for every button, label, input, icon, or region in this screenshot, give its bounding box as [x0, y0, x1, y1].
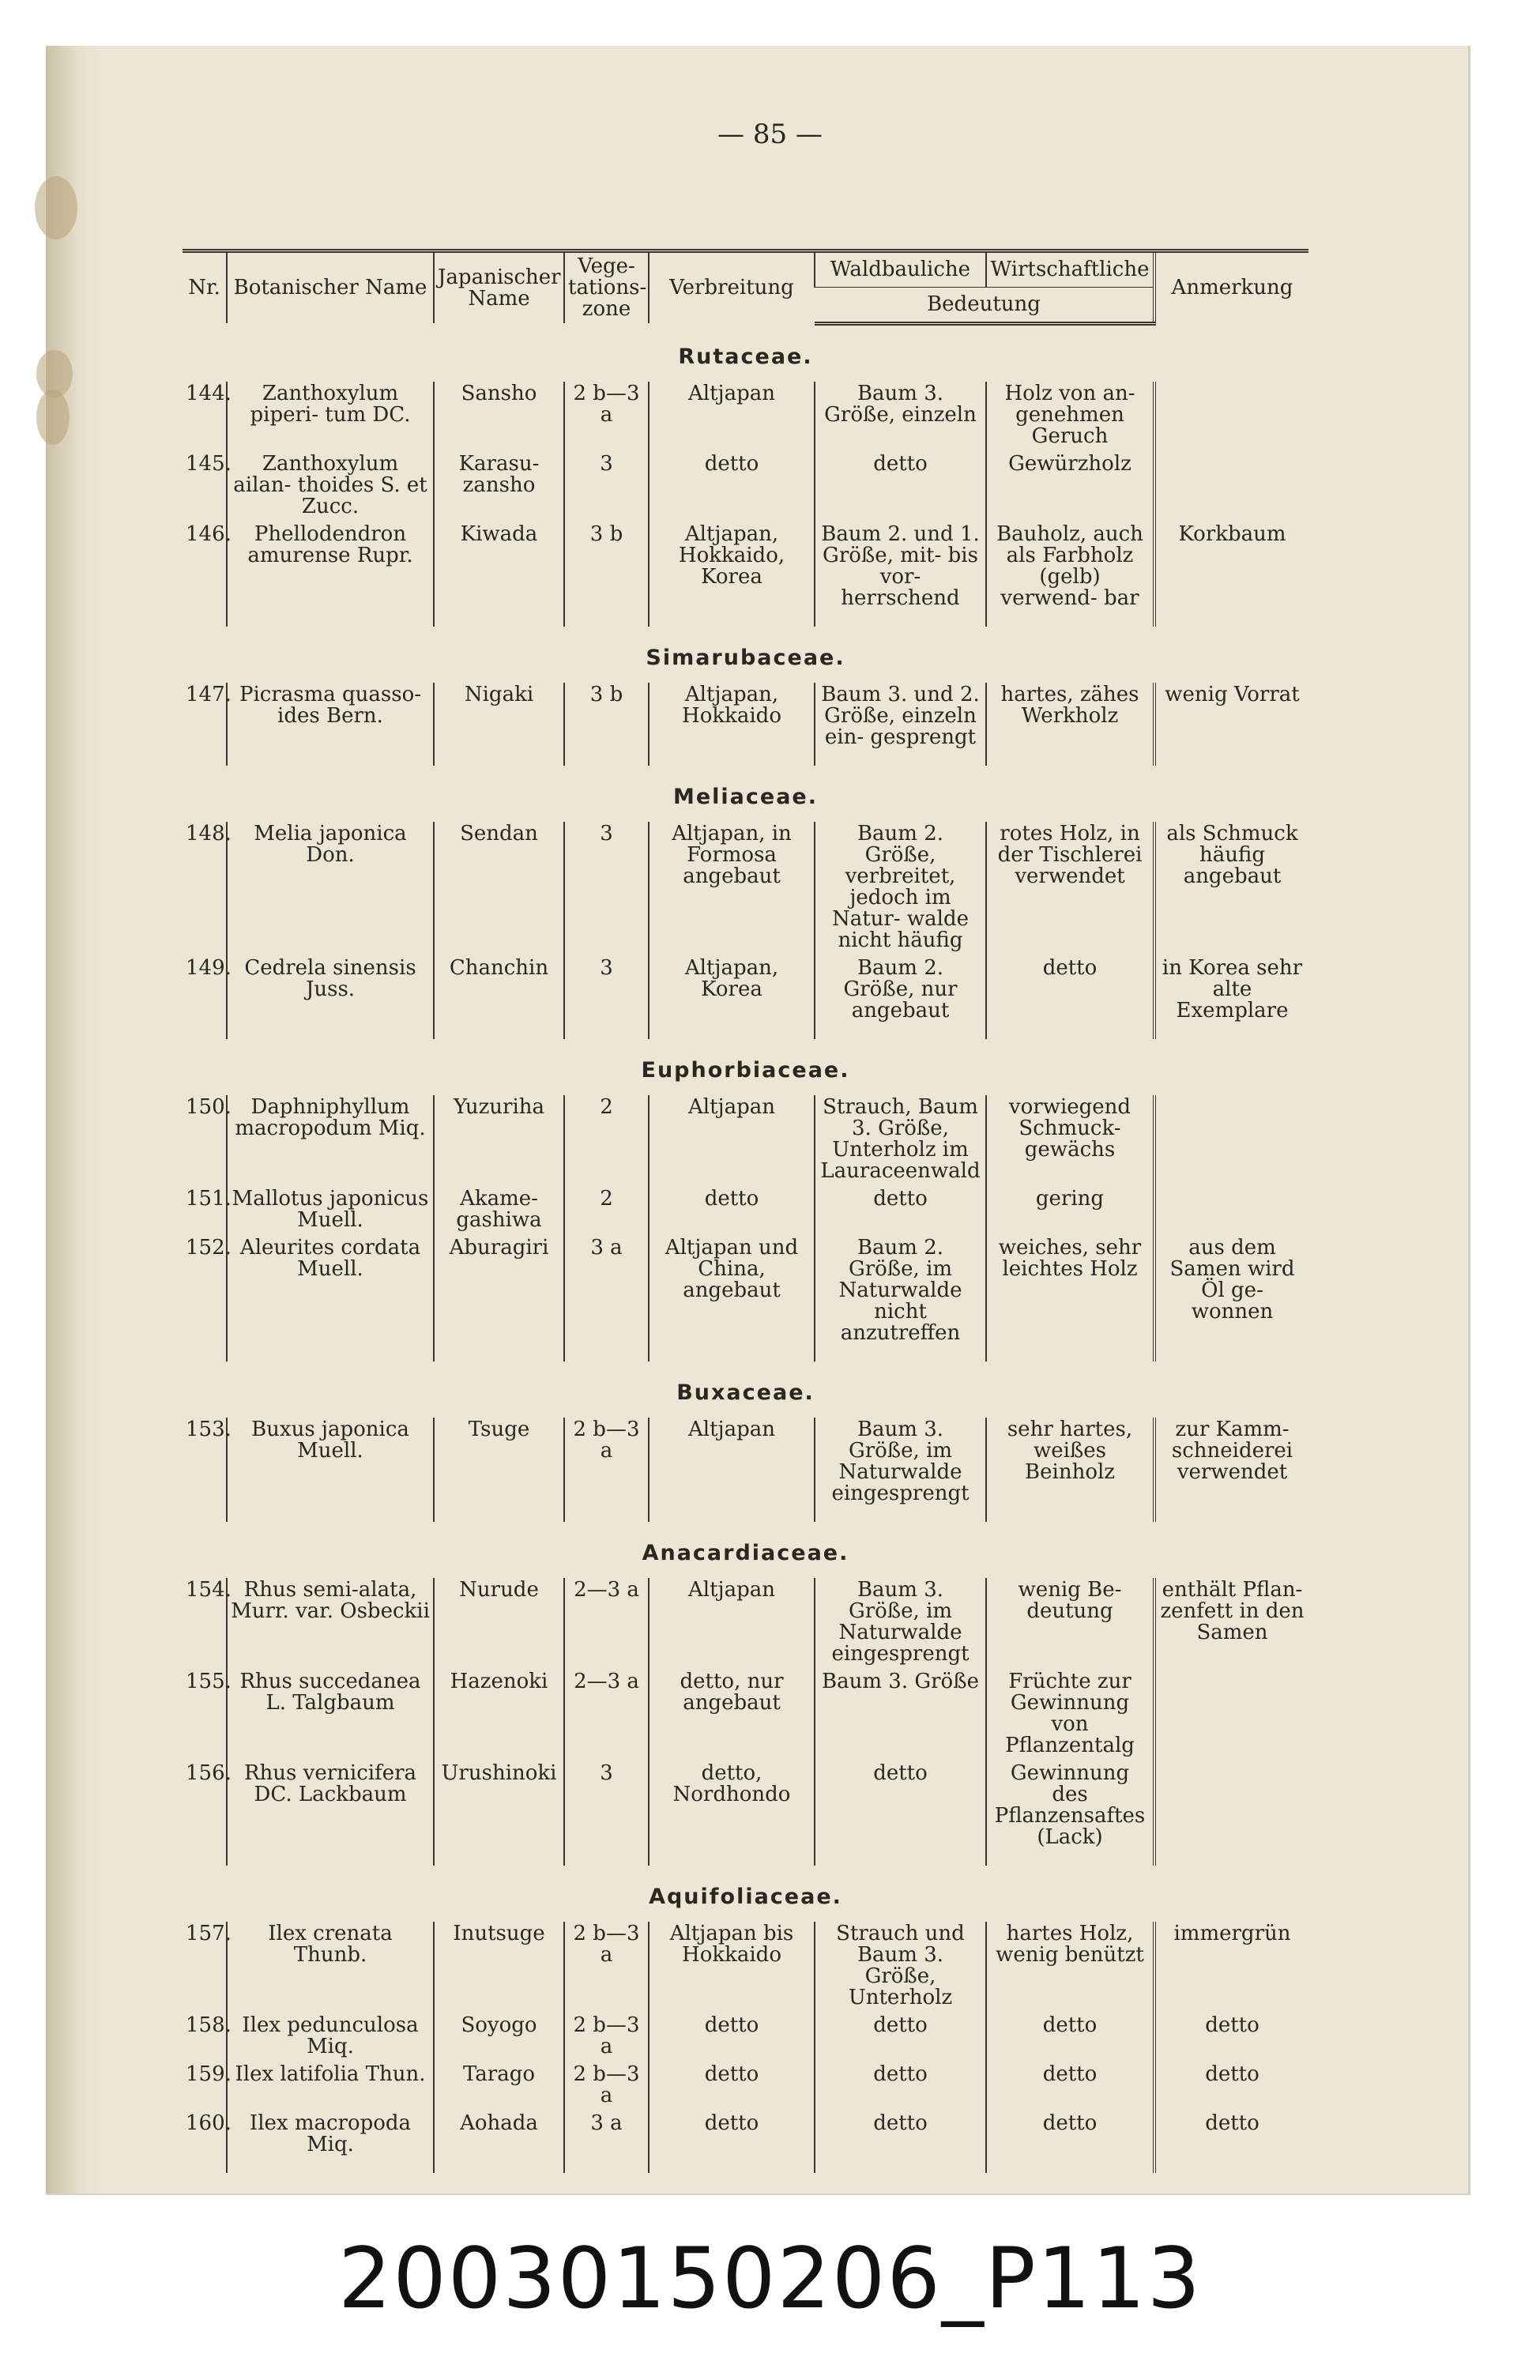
cell-economic: hartes Holz, wenig benützt	[986, 1922, 1154, 2013]
family-heading-row	[183, 627, 1308, 683]
cell-silvicultural: Baum 2. Größe, verbreitet, jedoch im Natur- walde nicht häufig	[815, 822, 986, 956]
cell-botanical-name: Rhus vernicifera DC. Lackbaum	[227, 1761, 434, 1866]
family-heading-row	[183, 766, 1308, 822]
cell-botanical-name: Rhus semi-alata, Murr. var. Osbeckii	[227, 1578, 434, 1670]
cell-japanese-name: Aohada	[434, 2111, 564, 2173]
family-heading-row	[183, 1866, 1308, 1922]
cell-zone: 3 b	[564, 522, 649, 627]
cell-remark	[1154, 1095, 1308, 1187]
cell-japanese-name: Chanchin	[434, 956, 564, 1039]
cell-economic: vorwiegend Schmuck- gewächs	[986, 1095, 1154, 1187]
cell-japanese-name: Tsuge	[434, 1418, 564, 1522]
cell-botanical-name: Cedrela sinensis Juss.	[227, 956, 434, 1039]
cell-japanese-name: Yuzuriha	[434, 1095, 564, 1187]
cell-distribution: detto, Nordhondo	[649, 1761, 815, 1866]
cell-japanese-name: Akame- gashiwa	[434, 1187, 564, 1236]
cell-botanical-name: Zanthoxylum piperi- tum DC.	[227, 382, 434, 452]
cell-distribution: Altjapan	[649, 382, 815, 452]
cell-zone: 3 a	[564, 1236, 649, 1361]
table-body	[183, 323, 1308, 2173]
cell-zone: 2	[564, 1095, 649, 1187]
cell-nr: 156.	[186, 1761, 232, 1785]
cell-nr: 150.	[186, 1094, 232, 1119]
cell-nr: 148.	[186, 821, 232, 845]
table-row	[183, 2013, 1308, 2062]
cell-japanese-name: Soyogo	[434, 2013, 564, 2062]
header-silvicultural: Waldbauliche	[815, 251, 986, 288]
cell-nr: 144.	[186, 381, 232, 405]
archive-id: 20030150206_P113	[337, 2230, 1203, 2327]
header-significance: Bedeutung	[815, 287, 1154, 323]
cell-silvicultural: detto	[815, 2111, 986, 2173]
family-heading: Simarubaceae.	[646, 645, 845, 670]
cell-japanese-name: Nurude	[434, 1578, 564, 1670]
family-heading-row	[183, 323, 1308, 382]
cell-nr: 153.	[186, 1417, 232, 1441]
cell-botanical-name: Picrasma quasso- ides Bern.	[227, 683, 434, 766]
cell-nr: 151.	[186, 1186, 232, 1211]
cell-remark	[1154, 1761, 1308, 1866]
cell-nr: 159.	[186, 2062, 232, 2086]
cell-remark: detto	[1154, 2062, 1308, 2111]
cell-zone: 2—3 a	[564, 1670, 649, 1761]
cell-botanical-name: Aleurites cordata Muell.	[227, 1236, 434, 1361]
cell-silvicultural: detto	[815, 1187, 986, 1236]
cell-silvicultural: Strauch und Baum 3. Größe, Unterholz	[815, 1922, 986, 2013]
family-heading: Anacardiaceae.	[642, 1540, 849, 1565]
cell-silvicultural: Baum 2. Größe, nur angebaut	[815, 956, 986, 1039]
cell-botanical-name: Ilex macropoda Miq.	[227, 2111, 434, 2173]
cell-remark: aus dem Samen wird Öl ge- wonnen	[1154, 1236, 1308, 1361]
cell-botanical-name: Zanthoxylum ailan- thoides S. et Zucc.	[227, 452, 434, 522]
cell-zone: 2 b—3 a	[564, 2062, 649, 2111]
cell-botanical-name: Mallotus japonicus Muell.	[227, 1187, 434, 1236]
cell-nr: 149.	[186, 955, 232, 980]
family-heading: Meliaceae.	[672, 784, 818, 809]
table-row	[183, 956, 1308, 1039]
cell-economic: rotes Holz, in der Tischlerei verwendet	[986, 822, 1154, 956]
cell-silvicultural: detto	[815, 2062, 986, 2111]
cell-nr: 155.	[186, 1669, 232, 1693]
cell-distribution: Altjapan, in Formosa angebaut	[649, 822, 815, 956]
stain-mark	[36, 390, 70, 445]
stain-mark	[35, 176, 77, 239]
header-nr: Nr.	[183, 251, 227, 324]
cell-zone: 2—3 a	[564, 1578, 649, 1670]
table-row	[183, 1418, 1308, 1522]
family-heading-row	[183, 1522, 1308, 1578]
cell-remark: zur Kamm- schneiderei verwendet	[1154, 1418, 1308, 1522]
cell-japanese-name: Urushinoki	[434, 1761, 564, 1866]
table-row	[183, 1761, 1308, 1866]
cell-remark: als Schmuck häufig angebaut	[1154, 822, 1308, 956]
cell-botanical-name: Daphniphyllum macropodum Miq.	[227, 1095, 434, 1187]
cell-nr: 160.	[186, 2111, 232, 2135]
cell-nr: 152.	[186, 1235, 232, 1260]
family-heading-row	[183, 1361, 1308, 1418]
cell-botanical-name: Rhus succedanea L. Talgbaum	[227, 1670, 434, 1761]
header-distribution: Verbreitung	[649, 251, 815, 324]
cell-economic: detto	[986, 2111, 1154, 2173]
cell-remark: in Korea sehr alte Exemplare	[1154, 956, 1308, 1039]
cell-remark: immergrün	[1154, 1922, 1308, 2013]
cell-silvicultural: detto	[815, 2013, 986, 2062]
species-table	[183, 249, 1308, 2173]
cell-zone: 2	[564, 1187, 649, 1236]
cell-economic: Früchte zur Gewinnung von Pflanzentalg	[986, 1670, 1154, 1761]
family-heading: Buxaceae.	[676, 1380, 815, 1405]
header-remark: Anmerkung	[1154, 251, 1308, 324]
cell-distribution: detto	[649, 2111, 815, 2173]
cell-japanese-name: Nigaki	[434, 683, 564, 766]
table-row	[183, 1670, 1308, 1761]
header-botanical: Botanischer Name	[227, 251, 434, 324]
cell-economic: sehr hartes, weißes Beinholz	[986, 1418, 1154, 1522]
cell-nr: 146.	[186, 522, 232, 546]
cell-zone: 2 b—3 a	[564, 382, 649, 452]
table-row	[183, 452, 1308, 522]
cell-distribution: Altjapan, Korea	[649, 956, 815, 1039]
cell-zone: 2 b—3 a	[564, 1922, 649, 2013]
cell-distribution: detto	[649, 452, 815, 522]
table-row	[183, 2111, 1308, 2173]
cell-economic: hartes, zähes Werkholz	[986, 683, 1154, 766]
cell-japanese-name: Hazenoki	[434, 1670, 564, 1761]
cell-remark	[1154, 452, 1308, 522]
family-heading: Rutaceae.	[678, 344, 813, 369]
table-row	[183, 1187, 1308, 1236]
cell-economic: wenig Be- deutung	[986, 1578, 1154, 1670]
cell-economic: Gewinnung des Pflanzensaftes (Lack)	[986, 1761, 1154, 1866]
page-number: — 85 —	[717, 119, 823, 150]
cell-remark: wenig Vorrat	[1154, 683, 1308, 766]
table-row	[183, 2062, 1308, 2111]
table-row	[183, 1236, 1308, 1361]
cell-silvicultural: Baum 3. Größe, im Naturwalde eingesprengt	[815, 1418, 986, 1522]
cell-distribution: Altjapan, Hokkaido, Korea	[649, 522, 815, 627]
cell-distribution: Altjapan	[649, 1578, 815, 1670]
cell-remark: detto	[1154, 2111, 1308, 2173]
cell-silvicultural: Baum 3. Größe, einzeln	[815, 382, 986, 452]
cell-zone: 3	[564, 452, 649, 522]
cell-distribution: Altjapan	[649, 1095, 815, 1187]
cell-japanese-name: Sendan	[434, 822, 564, 956]
cell-silvicultural: Baum 3. Größe, im Naturwalde eingesprengt	[815, 1578, 986, 1670]
cell-economic: Bauholz, auch als Farbholz (gelb) verwend- bar	[986, 522, 1154, 627]
cell-japanese-name: Inutsuge	[434, 1922, 564, 2013]
cell-distribution: detto	[649, 2062, 815, 2111]
cell-zone: 2 b—3 a	[564, 2013, 649, 2062]
table-header	[183, 251, 1308, 324]
cell-zone: 3 a	[564, 2111, 649, 2173]
cell-japanese-name: Karasu- zansho	[434, 452, 564, 522]
header-zone: Vege- tations- zone	[564, 251, 649, 324]
cell-nr: 145.	[186, 451, 232, 476]
cell-economic: weiches, sehr leichtes Holz	[986, 1236, 1154, 1361]
cell-distribution: Altjapan	[649, 1418, 815, 1522]
cell-distribution: Altjapan, Hokkaido	[649, 683, 815, 766]
cell-economic: Gewürzholz	[986, 452, 1154, 522]
cell-japanese-name: Kiwada	[434, 522, 564, 627]
cell-silvicultural: Baum 2. und 1. Größe, mit- bis vor- herrschend	[815, 522, 986, 627]
cell-economic: detto	[986, 2013, 1154, 2062]
cell-zone: 2 b—3 a	[564, 1418, 649, 1522]
cell-remark	[1154, 1187, 1308, 1236]
table-row	[183, 522, 1308, 627]
cell-remark: enthält Pflan- zenfett in den Samen	[1154, 1578, 1308, 1670]
header-japanese: Japanischer Name	[434, 251, 564, 324]
cell-japanese-name: Aburagiri	[434, 1236, 564, 1361]
cell-silvicultural: Strauch, Baum 3. Größe, Unterholz im Lauraceenwald	[815, 1095, 986, 1187]
family-heading-row	[183, 1039, 1308, 1095]
cell-zone: 3	[564, 822, 649, 956]
cell-remark: Korkbaum	[1154, 522, 1308, 627]
cell-nr: 147.	[186, 682, 232, 706]
table-row	[183, 382, 1308, 452]
cell-zone: 3	[564, 1761, 649, 1866]
cell-zone: 3	[564, 956, 649, 1039]
cell-silvicultural: Baum 2. Größe, im Naturwalde nicht anzutreffen	[815, 1236, 986, 1361]
cell-botanical-name: Phellodendron amurense Rupr.	[227, 522, 434, 627]
table-row	[183, 822, 1308, 956]
cell-distribution: detto, nur angebaut	[649, 1670, 815, 1761]
cell-distribution: Altjapan und China, angebaut	[649, 1236, 815, 1361]
cell-economic: gering	[986, 1187, 1154, 1236]
family-heading: Euphorbiaceae.	[641, 1057, 850, 1083]
cell-distribution: detto	[649, 2013, 815, 2062]
cell-botanical-name: Ilex latifolia Thun.	[227, 2062, 434, 2111]
cell-distribution: detto	[649, 1187, 815, 1236]
table-row	[183, 1578, 1308, 1670]
cell-economic: Holz von an- genehmen Geruch	[986, 382, 1154, 452]
cell-nr: 154.	[186, 1577, 232, 1602]
cell-silvicultural: detto	[815, 452, 986, 522]
table-row	[183, 1922, 1308, 2013]
cell-silvicultural: Baum 3. und 2. Größe, einzeln ein- gesprengt	[815, 683, 986, 766]
cell-economic: detto	[986, 2062, 1154, 2111]
cell-botanical-name: Ilex crenata Thunb.	[227, 1922, 434, 2013]
table-row	[183, 683, 1308, 766]
cell-remark	[1154, 1670, 1308, 1761]
cell-distribution: Altjapan bis Hokkaido	[649, 1922, 815, 2013]
cell-botanical-name: Melia japonica Don.	[227, 822, 434, 956]
cell-zone: 3 b	[564, 683, 649, 766]
header-economic: Wirtschaftliche	[986, 251, 1154, 288]
cell-economic: detto	[986, 956, 1154, 1039]
cell-remark	[1154, 382, 1308, 452]
cell-silvicultural: Baum 3. Größe	[815, 1670, 986, 1761]
cell-japanese-name: Tarago	[434, 2062, 564, 2111]
cell-silvicultural: detto	[815, 1761, 986, 1866]
cell-botanical-name: Buxus japonica Muell.	[227, 1418, 434, 1522]
cell-remark: detto	[1154, 2013, 1308, 2062]
cell-japanese-name: Sansho	[434, 382, 564, 452]
cell-nr: 158.	[186, 2013, 232, 2037]
table-row	[183, 1095, 1308, 1187]
cell-botanical-name: Ilex pedunculosa Miq.	[227, 2013, 434, 2062]
cell-nr: 157.	[186, 1921, 232, 1945]
family-heading: Aquifoliaceae.	[649, 1884, 842, 1909]
